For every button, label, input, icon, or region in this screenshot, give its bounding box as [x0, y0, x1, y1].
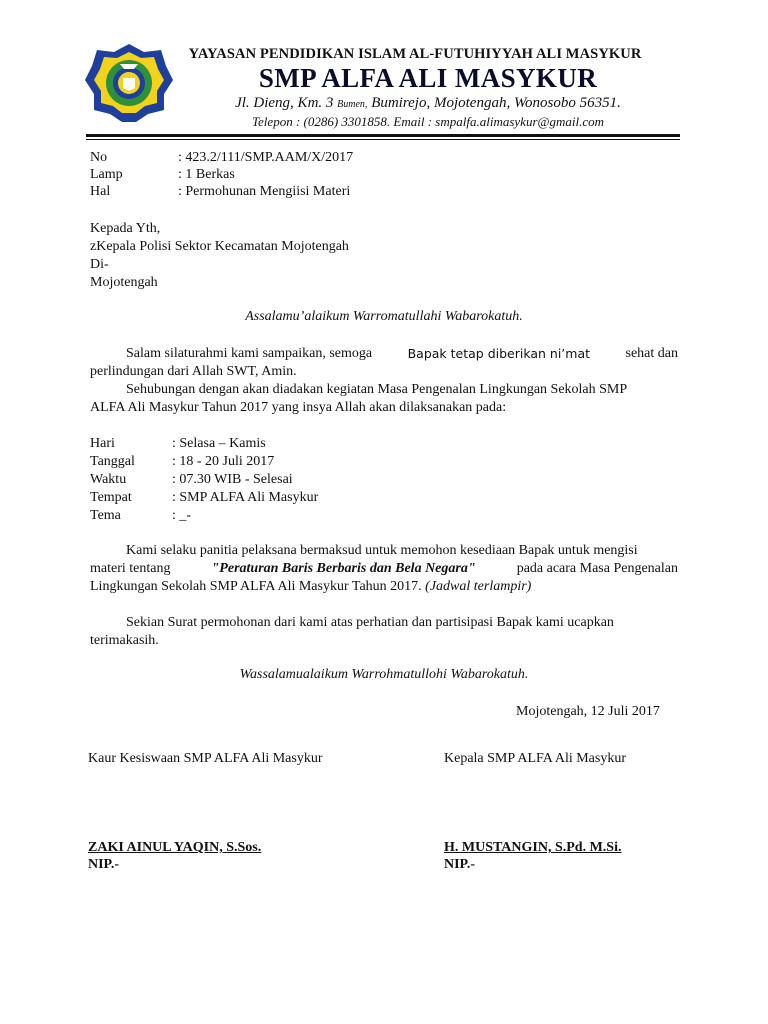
paragraph-2-line-2: ALFA Ali Masykur Tahun 2017 yang insya Allah akan dilaksanakan pada:	[90, 400, 507, 415]
schedule-label: Tanggal	[90, 454, 135, 469]
paragraph-4-line-1: Sekian Surat permohonan dari kami atas perhatian dan partisipasi Bapak kami ucapkan	[126, 615, 614, 630]
schedule-value: : Selasa – Kamis	[172, 436, 266, 451]
recipient-line: Kepada Yth,	[90, 221, 161, 236]
schedule-label: Tema	[90, 508, 121, 523]
text-span: Lingkungan Sekolah SMP ALFA Ali Masykur Tahun 2017.	[90, 579, 426, 594]
schedule-value: : 18 - 20 Juli 2017	[172, 454, 275, 469]
recipient-line: Mojotengah	[90, 275, 158, 290]
signatory-nip-left: NIP.-	[88, 857, 119, 872]
schedule-value: : SMP ALFA Ali Masykur	[172, 490, 319, 505]
text-span: Salam silaturahmi kami sampaikan, semoga	[126, 346, 373, 361]
schedule-label: Waktu	[90, 472, 127, 487]
school-name: SMP ALFA ALI MASYKUR	[258, 63, 598, 93]
address-part: Jl. Dieng, Km. 3	[235, 95, 338, 111]
schedule-value: : 07.30 WIB - Selesai	[172, 472, 293, 487]
paragraph-1-line-2: perlindungan dari Allah SWT, Amin.	[90, 364, 297, 379]
school-logo	[84, 42, 174, 124]
schedule-label: Hari	[90, 436, 115, 451]
opening-greeting: Assalamu’alaikum Warromatullahi Wabarokatuh.	[245, 309, 523, 324]
field-value-lamp: : 1 Berkas	[178, 167, 235, 182]
header-rule	[86, 134, 680, 137]
foundation-name: YAYASAN PENDIDIKAN ISLAM AL-FUTUHIYYAH ALI MASYKUR	[188, 46, 642, 62]
recipient-line: Di-	[90, 257, 109, 272]
paragraph-1-line-1	[126, 345, 678, 363]
schedule-label: Tempat	[90, 490, 132, 505]
text-span: Bapak tetap diberikan ni’mat	[407, 346, 591, 361]
field-label-lamp: Lamp	[90, 167, 123, 182]
paragraph-3-line-1: Kami selaku panitia pelaksana bermaksud untuk memohon kesediaan Bapak untuk mengisi	[126, 543, 638, 558]
closing-greeting: Wassalamualaikum Warrohmatullohi Wabarokatuh.	[239, 667, 529, 682]
text-span: (Jadwal terlampir)	[425, 579, 532, 594]
signatory-nip-right: NIP.-	[444, 857, 475, 872]
paragraph-3-line-2	[90, 560, 678, 578]
field-label-hal: Hal	[90, 184, 111, 199]
place-date: Mojotengah, 12 Juli 2017	[516, 704, 660, 719]
recipient-line: zKepala Polisi Sektor Kecamatan Mojotengah	[90, 239, 349, 254]
signatory-role-left: Kaur Kesiswaan SMP ALFA Ali Masykur	[88, 751, 323, 766]
school-address	[178, 95, 678, 112]
address-small: Bumen,	[337, 99, 368, 110]
signatory-name-right: H. MUSTANGIN, S.Pd. M.Si.	[444, 840, 622, 855]
paragraph-4-line-2: terimakasih.	[90, 633, 159, 648]
text-span: materi tentang	[90, 561, 171, 576]
text-span: pada acara Masa Pengenalan	[516, 561, 678, 576]
address-part: Bumirejo, Mojotengah, Wonosobo 56351.	[367, 95, 621, 111]
paragraph-2-line-1: Sehubungan dengan akan diadakan kegiatan Masa Pengenalan Lingkungan Sekolah SMP	[126, 382, 628, 397]
signatory-role-right: Kepala SMP ALFA Ali Masykur	[444, 751, 627, 766]
field-label-no: No	[90, 150, 108, 165]
field-value-no: : 423.2/111/SMP.AAM/X/2017	[178, 150, 354, 165]
schedule-value: : _-	[172, 508, 192, 523]
field-value-hal: : Permohunan Mengiisi Materi	[178, 184, 351, 199]
signatory-name-left: ZAKI AINUL YAQIN, S.Sos.	[88, 840, 262, 855]
topic-title: "Peraturan Baris Berbaris dan Bela Negara"	[211, 561, 476, 576]
school-contact: Telepon : (0286) 3301858. Email : smpalfa.alimasykur@gmail.com	[252, 114, 604, 129]
header-rule-thin	[86, 139, 680, 140]
text-span: sehat dan	[625, 346, 678, 361]
paragraph-3-line-3	[90, 578, 531, 596]
